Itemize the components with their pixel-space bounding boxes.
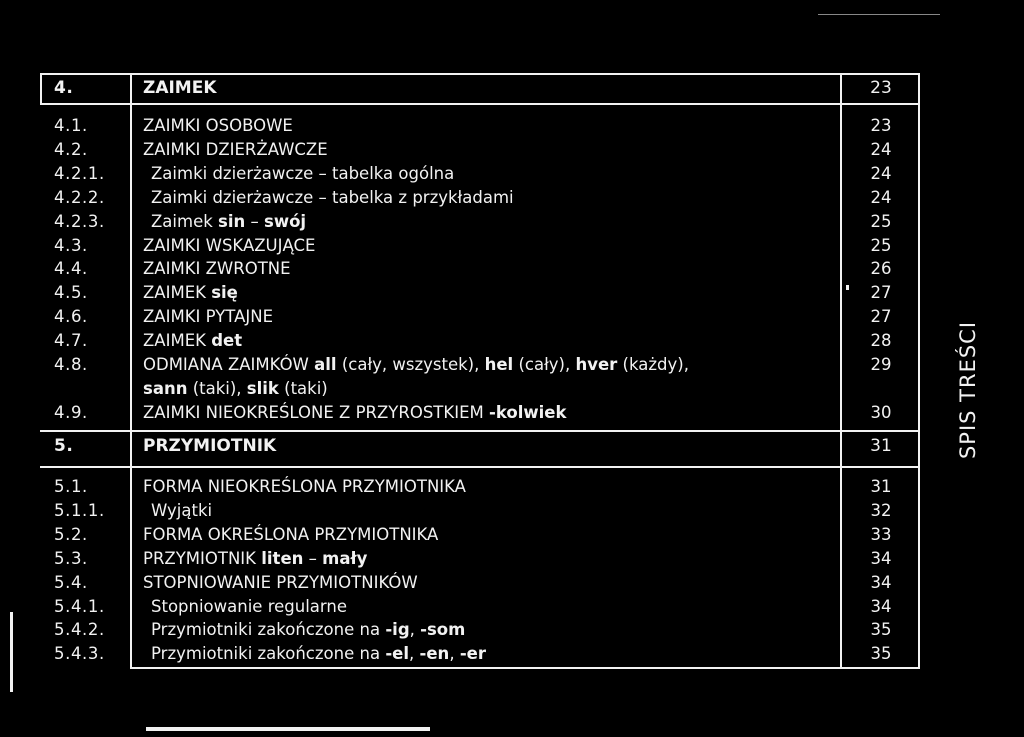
entry-page: 30 [870, 402, 892, 422]
entry-text: – [245, 211, 265, 231]
left-margin-bar [10, 612, 13, 692]
entry-title [143, 376, 328, 401]
toc-entry [40, 256, 920, 281]
entry-title [151, 498, 212, 523]
entry-text: ZAIMKI OSOBOWE [143, 116, 293, 135]
entry-term: -el [385, 644, 410, 664]
toc-entry [40, 594, 920, 619]
entry-term: slik [246, 378, 279, 398]
entry-term: all [314, 355, 337, 374]
entry-text: PRZYMIOTNIK [143, 548, 262, 568]
entry-number: 4.5. [54, 283, 88, 303]
entry-number: 5.4.3. [54, 644, 105, 664]
entry-title [151, 161, 454, 186]
entry-page: 28 [870, 331, 892, 351]
entry-text: FORMA OKREŚLONA PRZYMIOTNIKA [143, 524, 439, 544]
entry-term: -ig [385, 620, 410, 640]
entry-text: ZAIMKI ZWROTNE [143, 259, 291, 279]
toc-entry [40, 546, 920, 571]
toc-entry [40, 161, 920, 186]
toc-chapter-4 [40, 76, 920, 101]
entry-term: sin [218, 211, 246, 231]
toc-entry [40, 617, 920, 642]
entry-text: Zaimek [151, 211, 219, 231]
side-label-contents [958, 295, 978, 485]
toc-entry [40, 209, 920, 234]
entry-title [151, 641, 486, 666]
entry-term: -som [420, 620, 466, 640]
entry-text: ODMIANA ZAIMKÓW [143, 355, 315, 374]
entry-page: 32 [870, 500, 892, 520]
entry-number: 4.2.1. [54, 163, 105, 183]
toc-chapter-5 [40, 434, 920, 459]
frame-bottom-border [130, 667, 920, 669]
entry-page: 26 [870, 259, 892, 279]
entry-term: hver [575, 355, 618, 374]
entry-page: 24 [870, 139, 892, 159]
entry-term: -en [419, 644, 450, 664]
entry-title [143, 328, 242, 353]
chapter5-bottom-rule [40, 466, 920, 468]
toc-entry [40, 474, 920, 499]
toc-entry [40, 233, 920, 258]
entry-text: ZAIMKI DZIERŻAWCZE [143, 139, 328, 159]
entry-number: 4.2. [54, 139, 88, 159]
entry-page: 34 [870, 548, 892, 568]
entry-term: mały [322, 548, 368, 568]
entry-text: ZAIMKI PYTAJNE [143, 307, 274, 327]
entry-title [143, 546, 367, 571]
entry-text: – [303, 548, 323, 568]
entry-text: FORMA NIEOKREŚLONA PRZYMIOTNIKA [143, 477, 466, 496]
toc-entry [40, 641, 920, 666]
chapter-number: 4. [54, 78, 74, 98]
entry-title [143, 256, 291, 281]
side-label-text: SPIS TREŚCI [956, 320, 980, 460]
entry-title [151, 617, 465, 642]
entry-text: ZAIMEK [143, 331, 212, 351]
top-decoration-line [818, 14, 940, 15]
chapter-number: 5. [54, 436, 74, 456]
entry-title [151, 594, 347, 619]
chapter-title: ZAIMEK [143, 78, 217, 98]
toc-entry [40, 185, 920, 210]
entry-page: 34 [870, 572, 892, 592]
frame-top-border [40, 73, 920, 75]
entry-term: sann [143, 378, 188, 398]
entry-page: 33 [870, 524, 892, 544]
toc-entry [40, 328, 920, 353]
entry-text: STOPNIOWANIE PRZYMIOTNIKÓW [143, 572, 418, 592]
entry-number: 5.4.2. [54, 620, 105, 640]
entry-text: (cały), [513, 355, 576, 374]
entry-number: 4.2.3. [54, 211, 105, 231]
chapter-page: 31 [870, 436, 892, 456]
entry-number: 4.3. [54, 235, 88, 255]
toc-entry [40, 522, 920, 547]
entry-page: 27 [870, 283, 892, 303]
entry-title [143, 113, 293, 138]
entry-number: 5.2. [54, 524, 88, 544]
entry-title [143, 352, 689, 377]
toc-entry [40, 376, 920, 401]
entry-text: (taki), [187, 378, 247, 398]
entry-term: swój [264, 211, 307, 231]
entry-title [143, 570, 418, 595]
entry-text: ZAIMKI WSKAZUJĄCE [143, 235, 316, 255]
entry-page: 24 [870, 163, 892, 183]
toc-entry [40, 280, 920, 305]
entry-text: ZAIMKI NIEOKREŚLONE Z PRZYROSTKIEM [143, 402, 489, 422]
entry-number: 4.9. [54, 402, 88, 422]
table-of-contents [40, 73, 920, 673]
chapter4-bottom-rule [40, 103, 920, 105]
toc-entry [40, 570, 920, 595]
entry-page: 23 [870, 116, 892, 135]
entry-title [143, 522, 438, 547]
entry-page: 34 [870, 596, 892, 616]
entry-text: , [409, 644, 420, 664]
entry-number: 5.4. [54, 572, 88, 592]
entry-text: Przymiotniki zakończone na [151, 620, 386, 640]
entry-text: Przymiotniki zakończone na [151, 644, 386, 664]
entry-text: (cały, wszystek), [336, 355, 485, 374]
entry-page: 35 [870, 644, 892, 664]
toc-entry [40, 304, 920, 329]
entry-text: ZAIMEK [143, 283, 212, 303]
entry-term: -kolwiek [488, 402, 567, 422]
entry-page: 25 [870, 235, 892, 255]
toc-entry [40, 137, 920, 162]
entry-number: 5.3. [54, 548, 88, 568]
entry-term: hel [484, 355, 514, 374]
entry-number: 4.6. [54, 307, 88, 327]
entry-number: 4.8. [54, 355, 88, 374]
entry-term: się [211, 283, 238, 303]
toc-entry [40, 400, 920, 425]
toc-entry [40, 113, 920, 138]
entry-number: 5.4.1. [54, 596, 105, 616]
entry-page: 24 [870, 187, 892, 207]
entry-number: 4.4. [54, 259, 88, 279]
entry-title [143, 474, 466, 499]
entry-title [143, 304, 273, 329]
toc-entry [40, 352, 920, 377]
entry-number: 4.1. [54, 116, 88, 135]
chapter-page: 23 [870, 78, 892, 98]
chapter5-top-rule [40, 430, 920, 432]
chapter-title: PRZYMIOTNIK [143, 436, 277, 456]
entry-title [143, 400, 566, 425]
entry-term: -er [459, 644, 486, 664]
entry-text: Stopniowanie regularne [151, 596, 347, 616]
entry-title [151, 185, 514, 210]
entry-text: (taki) [278, 378, 328, 398]
entry-term: liten [261, 548, 304, 568]
toc-entry [40, 498, 920, 523]
entry-page: 29 [870, 355, 892, 374]
entry-text: Zaimki dzierżawcze – tabelka ogólna [151, 163, 455, 183]
entry-number: 5.1.1. [54, 500, 105, 520]
entry-text: , [449, 644, 460, 664]
entry-title [143, 137, 328, 162]
entry-number: 5.1. [54, 477, 88, 496]
entry-page: 35 [870, 620, 892, 640]
entry-text: Zaimki dzierżawcze – tabelka z przykładami [151, 187, 514, 207]
entry-page: 27 [870, 307, 892, 327]
entry-title [151, 209, 306, 234]
entry-page: 31 [870, 477, 892, 496]
entry-number: 4.2.2. [54, 187, 105, 207]
entry-text: , [409, 620, 421, 640]
entry-title [143, 280, 238, 305]
entry-text: Wyjątki [151, 500, 213, 520]
entry-page: 25 [870, 211, 892, 231]
bottom-decoration-bar [146, 727, 430, 731]
entry-text: (każdy), [617, 355, 689, 374]
entry-title [143, 233, 315, 258]
entry-number: 4.7. [54, 331, 88, 351]
entry-term: det [211, 331, 243, 351]
